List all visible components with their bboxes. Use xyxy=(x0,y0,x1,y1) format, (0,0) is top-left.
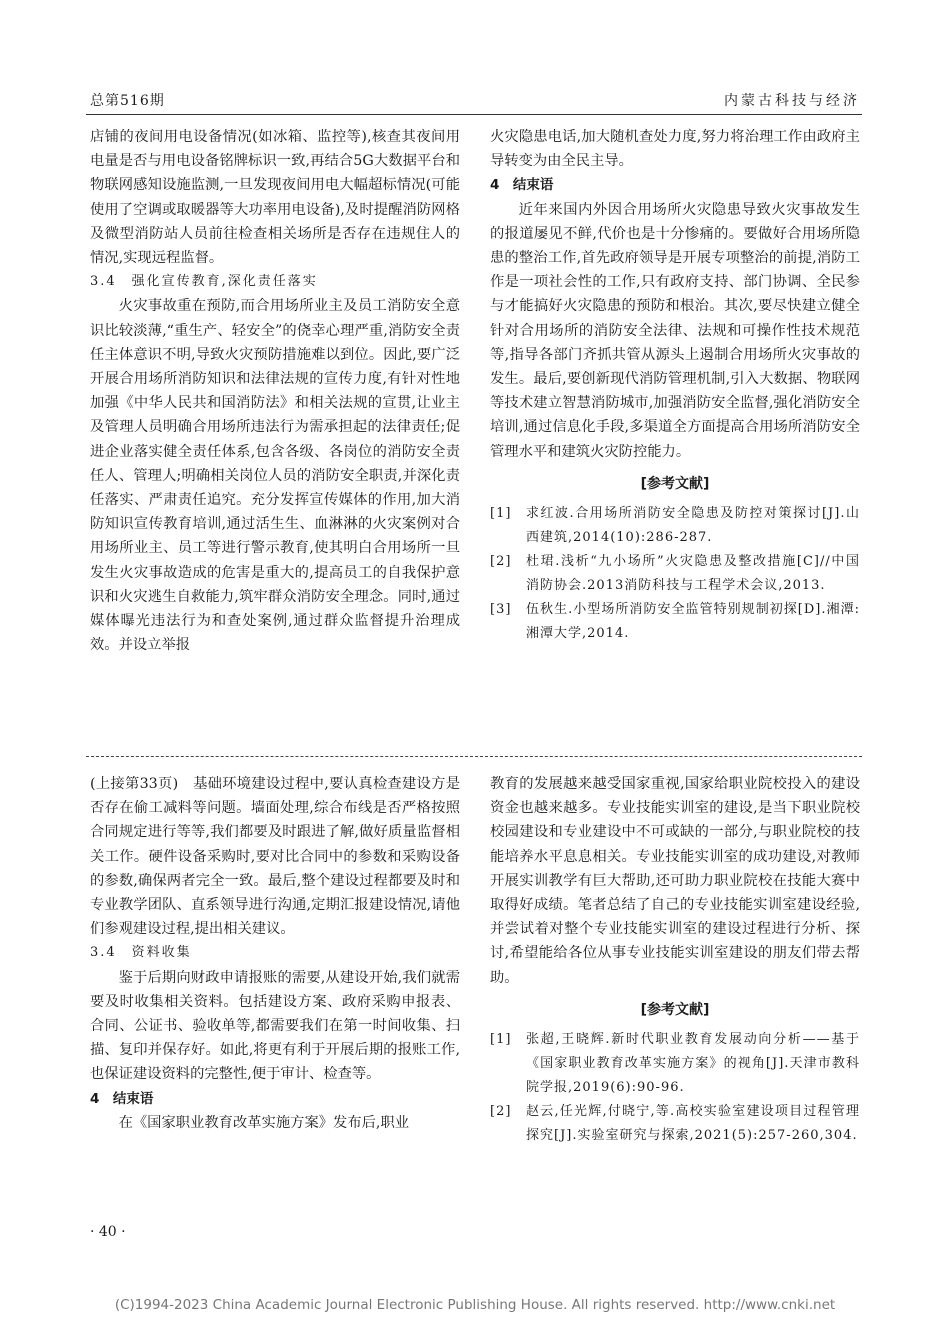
top-left-column xyxy=(90,125,460,657)
reference-number: [1] xyxy=(490,1032,512,1048)
paragraph: 教育的发展越来越受国家重视,国家给职业院校投入的建设资金也越来越多。专业技能实训室的建设,是当下职业院校校园建设和专业建设中不可或缺的一部分,与职业院校的技能培养水平息息相关。专业技能实训室的成功建设,对教师开展实训教学有巨大帮助,还可助力职业院校在技能大赛中取得好成绩。笔者总结了自己的专业技能实训室建设经验,并尝试着对整个专业技能实训室的建设过程进行分析、探讨,希望能给各位从事专业技能实训室建设的朋友们带去帮助。 xyxy=(490,776,860,986)
paragraph: 火灾事故重在预防,而合用场所业主及员工消防安全意识比较淡薄,“重生产、轻安全”的侥幸心理严重,消防安全责任主体意识不明,导致火灾预防措施难以到位。因此,要广泛开展合用场所消防知识和法律法规的宣传力度,有针对性地加强《中华人民共和国消防法》和相关法规的宣贯,让业主及管理人员明确合用场所违法行为需承担起的法律责任;促进企业落实健全责任体系,包含各级、各岗位的消防安全责任人、管理人;明确相关岗位人员的消防安全职责,并深化责任落实、严肃责任追究。充分发挥宣传媒体的作用,加大消防知识宣传教育培训,通过活生生、血淋淋的火灾案例对合用场所业主、员工等进行警示教育,使其明白合用场所一旦发生火灾事故造成的危害是重大的,提高员工的自我保护意识和火灾逃生自救能力,筑牢群众消防安全理念。同时,通过媒体曝光违法行为和查处案例,通过群众监督提升治理成效。并设立举报 xyxy=(90,298,460,654)
section-heading: 4 结束语 xyxy=(90,1090,154,1107)
reference-text: 赵云,任光辉,付晓宁,等.高校实验室建设项目过程管理探究[J].实验室研究与探索,2021(5):257-260,304. xyxy=(526,1104,860,1144)
paragraph: 近年来国内外因合用场所火灾隐患导致火灾事故发生的报道屡见不鲜,代价也是十分惨痛的。要做好合用场所隐患的整治工作,首先政府领导是开展专项整治的前提,消防工作是一项社会性的工作,只有政府支持、部门协调、全民参与才能搞好火灾隐患的预防和根治。其次,要尽快建立健全针对合用场所的消防安全法律、法规和可操作性技术规范等,指导各部门齐抓共管从源头上遏制合用场所火灾事故的发生。最后,要创新现代消防管理机制,引入大数据、物联网等技术建立智慧消防城市,加强消防安全监督,强化消防安全培训,通过信息化手段,多渠道全方面提高合用场所消防安全管理水平和建筑火灾防控能力。 xyxy=(490,201,860,460)
running-header-issue: 总第516期 xyxy=(90,93,165,109)
article-separator xyxy=(86,756,862,757)
running-header-journal: 内蒙古科技与经济 xyxy=(724,93,860,109)
reference-number: [2] xyxy=(490,554,512,570)
page-number: · 40 · xyxy=(90,1224,126,1240)
bottom-right-column xyxy=(490,772,860,1148)
header-rule xyxy=(86,114,862,115)
section-heading: 3.4 资料收集 xyxy=(90,945,192,961)
reference-item xyxy=(490,1028,860,1100)
reference-number: [3] xyxy=(490,602,512,618)
section-heading: 4 结束语 xyxy=(490,177,554,194)
reference-item xyxy=(490,502,860,550)
paragraph: (上接第33页) 基础环境建设过程中,要认真检查建设方是否存在偷工减料等问题。墙面处理,综合布线是否严格按照合同规定进行等等,我们都要及时跟进了解,做好质量监督相关工作。硬件设备采购时,要对比合同中的参数和采购设备的参数,确保两者完全一致。最后,整个建设过程都要及时和专业教学团队、直系领导进行沟通,定期汇报建设情况,请他们参观建设过程,提出相关建议。 xyxy=(90,776,460,938)
reference-item xyxy=(490,598,860,646)
reference-text: 张超,王晓辉.新时代职业教育发展动向分析——基于《国家职业教育改革实施方案》的视角[J].天津市教科院学报,2019(6):90-96. xyxy=(526,1032,860,1096)
paragraph: 火灾隐患电话,加大随机查处力度,努力将治理工作由政府主导转变为由全民主导。 xyxy=(490,129,860,170)
references-title: [参考文献] xyxy=(640,475,710,492)
reference-text: 伍秋生.小型场所消防安全监管特别规制初探[D].湘潭:湘潭大学,2014. xyxy=(526,602,860,642)
paragraph: 在《国家职业教育改革实施方案》发布后,职业 xyxy=(118,1114,410,1131)
reference-text: 求红波.合用场所消防安全隐患及防控对策探讨[J].山西建筑,2014(10):286-287. xyxy=(526,506,860,546)
references-title: [参考文献] xyxy=(640,1001,710,1018)
reference-item xyxy=(490,550,860,598)
top-right-column xyxy=(490,125,860,646)
section-heading: 3.4 强化宣传教育,深化责任落实 xyxy=(90,274,318,290)
reference-number: [2] xyxy=(490,1104,512,1120)
paragraph: 店铺的夜间用电设备情况(如冰箱、监控等),核查其夜间用电量是否与用电设备铭牌标识一致,再结合5G大数据平台和物联网感知设施监测,一旦发现夜间用电大幅超标情况(可能使用了空调或取暖器等大功率用电设备),及时提醒消防网格及微型消防站人员前往检查相关场所是否存在违规住人的情况,实现远程监督。 xyxy=(90,129,460,267)
bottom-left-column xyxy=(90,772,460,1135)
copyright-footer: (C)1994-2023 China Academic Journal Electronic Publishing House. All rights reserved. http://www.cnki.net xyxy=(114,1297,836,1313)
reference-text: 杜珺.浅析“九小场所”火灾隐患及整改措施[C]//中国消防协会.2013消防科技与工程学术会议,2013. xyxy=(526,554,860,594)
reference-number: [1] xyxy=(490,506,512,522)
paragraph: 鉴于后期向财政申请报账的需要,从建设开始,我们就需要及时收集相关资料。包括建设方案、政府采购申报表、合同、公证书、验收单等,都需要我们在第一时间收集、扫描、复印并保存好。如此,将更有利于开展后期的报账工作,也保证建设资料的完整性,便于审计、检查等。 xyxy=(90,969,460,1083)
reference-item xyxy=(490,1100,860,1148)
